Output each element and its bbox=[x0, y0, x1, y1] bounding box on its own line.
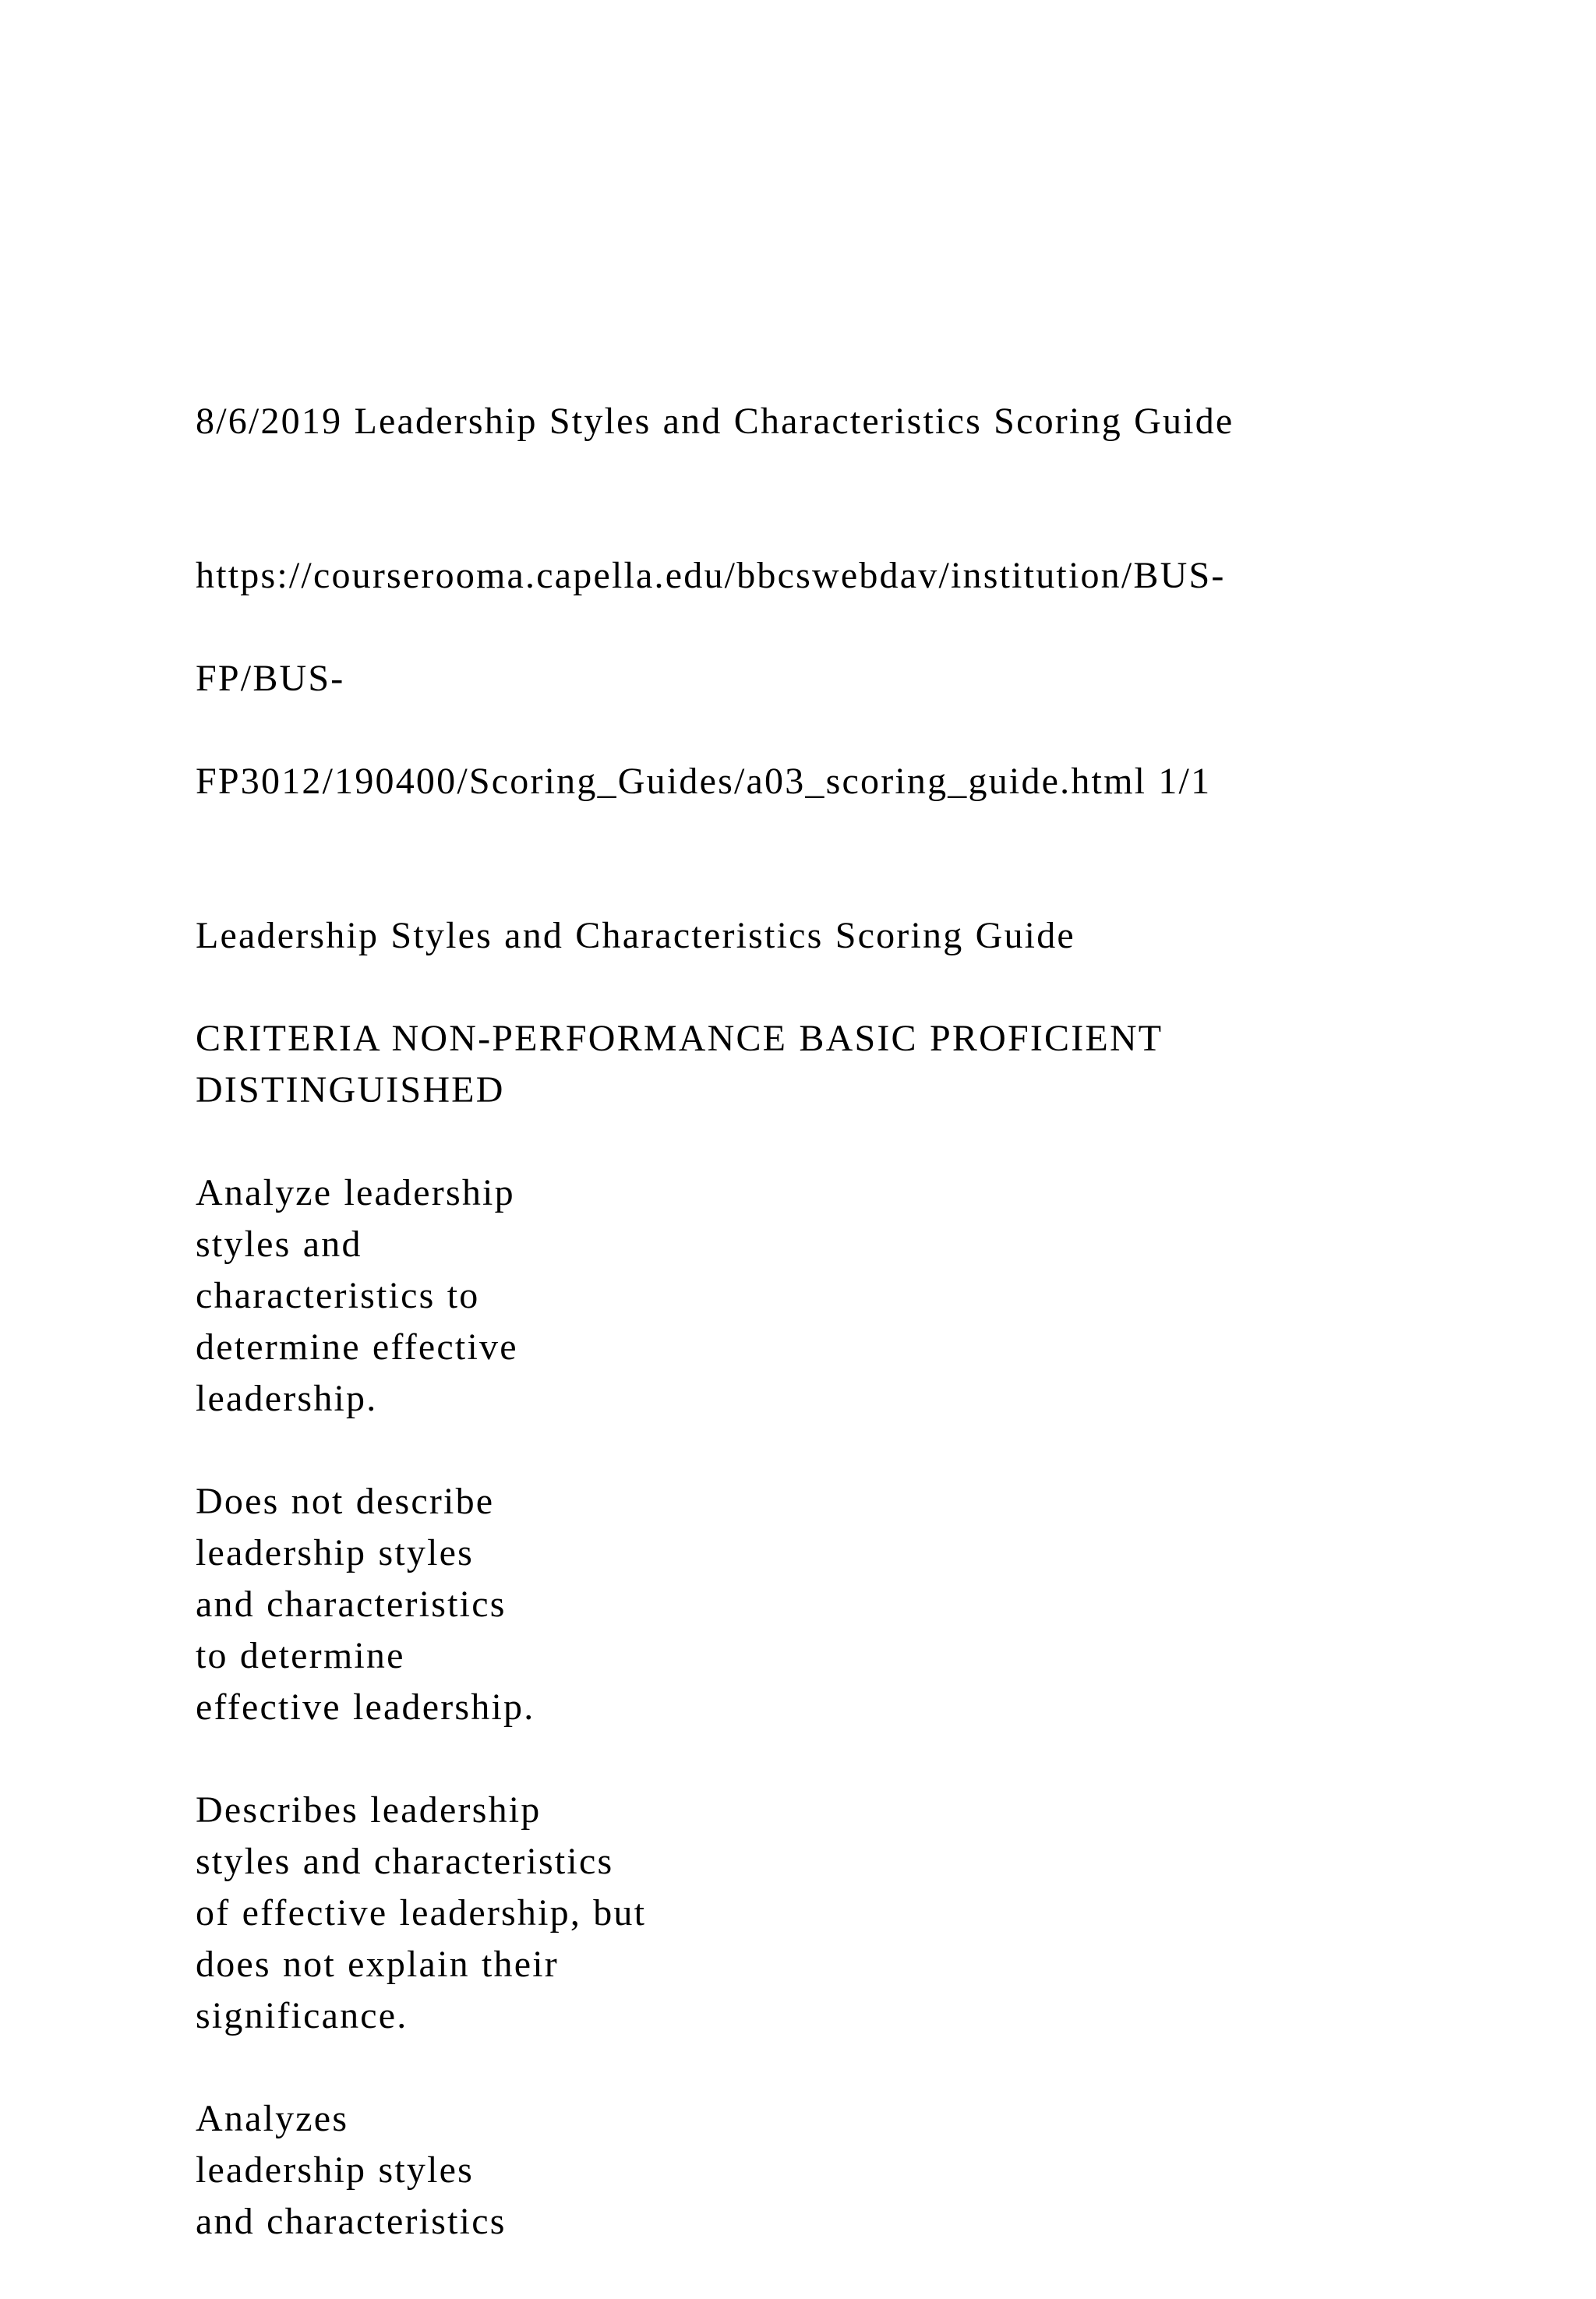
source-url-line-1: https://courserooma.capella.edu/bbcswebdav/institution/BUS- bbox=[196, 555, 1226, 596]
document-body bbox=[196, 396, 1442, 2299]
source-url-line-2: FP/BUS- bbox=[196, 658, 345, 699]
date-title-line: 8/6/2019 Leadership Styles and Characteristics Scoring Guide bbox=[196, 401, 1234, 442]
proficient-text: Analyzes leadership styles and characteristics bbox=[196, 2098, 507, 2242]
criterion-text: Analyze leadership styles and characteristics to determine effective leadership. bbox=[196, 1172, 518, 1419]
source-url bbox=[196, 499, 1442, 859]
rubric-column-headers: CRITERIA NON-PERFORMANCE BASIC PROFICIENT DISTINGUISHED bbox=[196, 1018, 1163, 1111]
document-title: Leadership Styles and Characteristics Scoring Guide bbox=[196, 915, 1075, 956]
source-url-line-3: FP3012/190400/Scoring_Guides/a03_scoring_guide.html 1/1 bbox=[196, 761, 1212, 802]
non-performance-text: Does not describe leadership styles and characteristics to determine effective leadership. bbox=[196, 1481, 535, 1728]
basic-text: Describes leadership styles and characteristics of effective leadership, but does not explain their significance. bbox=[196, 1789, 647, 2036]
